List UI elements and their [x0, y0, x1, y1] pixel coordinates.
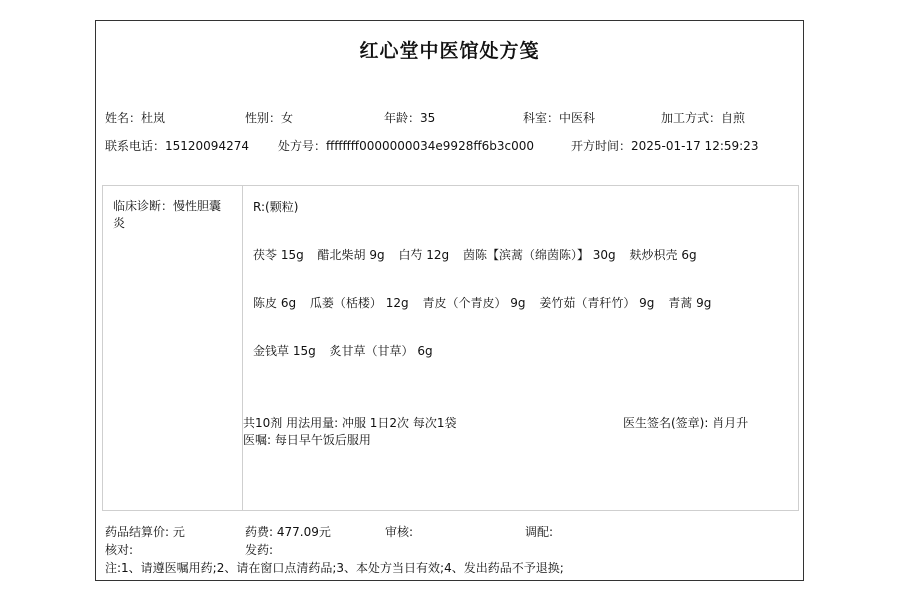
herb-item: 茯苓 15g	[253, 248, 304, 262]
phone-number: 联系电话：15120094274	[105, 139, 249, 153]
checker: 核对:	[105, 543, 134, 557]
dispenser: 调配:	[525, 525, 554, 539]
herb-line	[253, 342, 443, 359]
patient-name: 姓名：杜岚	[105, 111, 166, 125]
herb-item: 茵陈【滨蒿（绵茵陈）】 30g	[462, 248, 616, 262]
rx-label: R:(颗粒)	[253, 200, 299, 214]
clinical-diagnosis: 临床诊断：慢性胆囊炎	[103, 186, 243, 510]
herb-item: 炙甘草（甘草） 6g	[329, 344, 433, 358]
reviewer: 审核:	[385, 525, 414, 539]
medical-advice: 医嘱: 每日早午饭后服用	[243, 433, 371, 447]
patient-age: 年龄：35	[384, 111, 436, 125]
prescription-title: 红心堂中医馆处方笺	[359, 40, 540, 62]
herb-item: 醋北柴胡 9g	[317, 248, 385, 262]
herb-item: 青皮（个青皮） 9g	[422, 296, 526, 310]
herb-item: 陈皮 6g	[253, 296, 297, 310]
department: 科室：中医科	[523, 111, 596, 125]
prescription-sheet	[95, 20, 804, 581]
herb-item: 青蒿 9g	[668, 296, 712, 310]
herb-line	[253, 294, 721, 311]
prescription-number: 处方号：ffffffff0000000034e9928ff6b3c000	[278, 139, 534, 153]
drug-deliverer: 发药:	[245, 543, 274, 557]
drug-fee: 药费: 477.09元	[245, 525, 331, 539]
herb-item: 瓜蒌（栝楼） 12g	[309, 296, 409, 310]
herb-item: 白芍 12g	[398, 248, 450, 262]
prescription-time: 开方时间：2025-01-17 12:59:23	[571, 139, 759, 153]
herb-item: 姜竹茹（青秆竹） 9g	[539, 296, 655, 310]
patient-gender: 性别：女	[245, 111, 294, 125]
processing-method: 加工方式：自煎	[661, 111, 746, 125]
footer-note: 注:1、请遵医嘱用药;2、请在窗口点清药品;3、本处方当日有效;4、发出药品不予退换;	[105, 561, 564, 575]
drug-settlement-price: 药品结算价: 元	[105, 525, 185, 539]
herb-line	[253, 246, 707, 263]
doctor-signature: 医生签名(签章): 肖月升	[623, 416, 749, 430]
prescription-body	[102, 185, 799, 511]
herb-item: 麸炒枳壳 6g	[629, 248, 697, 262]
usage-block	[243, 415, 456, 449]
herb-item: 金钱草 15g	[253, 344, 316, 358]
usage-dosage: 共10剂 用法用量: 冲服 1日2次 每次1袋	[243, 416, 457, 430]
